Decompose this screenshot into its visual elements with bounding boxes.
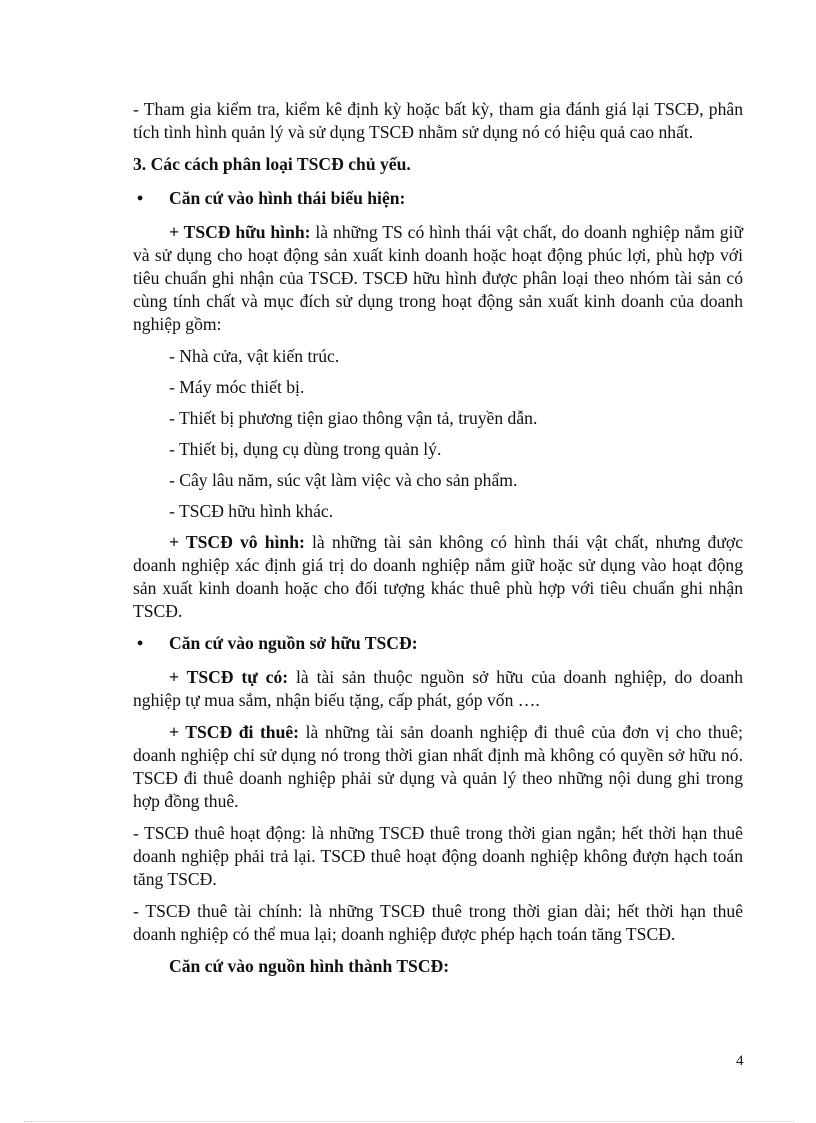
footer-divider (24, 1121, 794, 1122)
text-tangible: là những TS có hình thái vật chất, do doanh nghiệp nắm giữ và sử dụng cho hoạt động sản xuất kinh doanh hoặc hoạt động phúc lợi, phù hợp với tiêu chuẩn ghi nhận của TSCĐ. TSCĐ hữu hình được phân loại theo nhóm tài sản có cùng tính chất và mục đích sử dụng trong hoạt động sản xuất kinh doanh của doanh nghiệp gồm: (133, 222, 743, 334)
bullet-heading-form (133, 187, 743, 210)
term-tangible: + TSCĐ hữu hình: (169, 222, 311, 242)
list-item: - Nhà cửa, vật kiến trúc. (169, 346, 340, 366)
paragraph-operating-lease: - TSCĐ thuê hoạt động: là những TSCĐ thuê trong thời gian ngắn; hết thời hạn thuê doanh nghiệp phải trả lại. TSCĐ thuê hoạt động doanh nghiệp không đượn hạch toán tăng TSCĐ. (133, 823, 743, 889)
text-intangible: là những tài sản không có hình thái vật chất, nhưng được doanh nghiệp xác định giá trị do doanh nghiệp nắm giữ hoặc sử dụng vào hoạt động sản xuất kinh doanh hoặc cho đối tượng khác thuê phù hợp với tiêu chuẩn ghi nhận TSCĐ. (133, 532, 744, 621)
list-item: - Cây lâu năm, súc vật làm việc và cho sản phẩm. (169, 470, 518, 490)
paragraph-inventory-duty: - Tham gia kiểm tra, kiểm kê định kỳ hoặc bất kỳ, tham gia đánh giá lại TSCĐ, phân tích tình hình quản lý và sử dụng TSCĐ nhằm sử dụng nó có hiệu quả cao nhất. (133, 99, 743, 142)
text-leased: là những tài sản doanh nghiệp đi thuê của đơn vị cho thuê; doanh nghiệp chỉ sử dụng nó trong thời gian nhất định mà không có quyền sở hữu nó. TSCĐ đi thuê doanh nghiệp phải sử dụng và quản lý theo những nội dung ghi trong hợp đồng thuê. (133, 722, 743, 811)
paragraph-leased-assets (133, 721, 743, 813)
paragraph-intangible-assets (133, 531, 743, 623)
term-intangible: + TSCĐ vô hình: (169, 532, 305, 552)
heading-formation-source: Căn cứ vào nguồn hình thành TSCĐ: (169, 956, 450, 976)
paragraph-finance-lease: - TSCĐ thuê tài chính: là những TSCĐ thuê trong thời gian dài; hết thời hạn thuê doanh nghiệp có thể mua lại; doanh nghiệp được phép hạch toán tăng TSCĐ. (133, 901, 743, 944)
section-heading: 3. Các cách phân loại TSCĐ chủ yếu. (133, 154, 411, 174)
page-number: 4 (736, 1053, 744, 1069)
bullet-icon: • (137, 188, 144, 208)
text-owned: là tài sản thuộc nguồn sở hữu của doanh nghiệp, do doanh nghiệp tự mua sắm, nhận biếu tặng, cấp phát, góp vốn …. (133, 667, 743, 710)
bullet-heading-ownership-text: Căn cứ vào nguồn sở hữu TSCĐ: (169, 633, 418, 653)
paragraph-tangible-assets (133, 221, 743, 336)
list-item: - Thiết bị phương tiện giao thông vận tả, truyền dẫn. (169, 408, 538, 428)
bullet-heading-ownership (133, 632, 743, 655)
term-leased: + TSCĐ đi thuê: (169, 722, 300, 742)
bullet-icon: • (137, 633, 144, 653)
paragraph-owned-assets (133, 666, 743, 712)
list-item: - TSCĐ hữu hình khác. (169, 501, 334, 521)
page-content (133, 98, 743, 987)
list-item: - Thiết bị, dụng cụ dùng trong quản lý. (169, 439, 442, 459)
bullet-heading-form-text: Căn cứ vào hình thái biểu hiện: (169, 188, 406, 208)
list-item: - Máy móc thiết bị. (169, 377, 305, 397)
term-owned: + TSCĐ tự có: (169, 667, 289, 687)
